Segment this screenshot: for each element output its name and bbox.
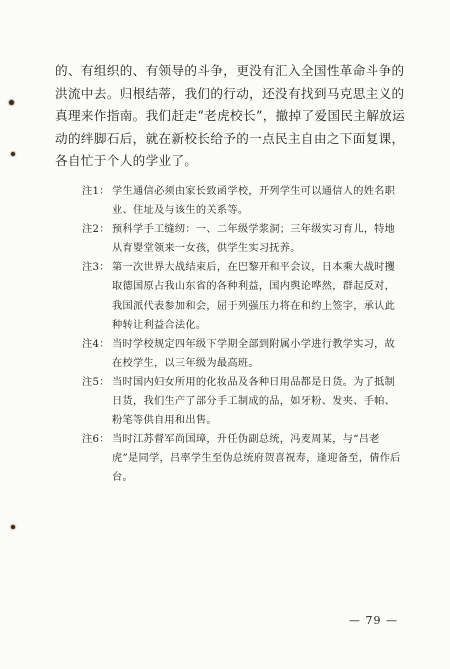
footnote-label: 注2： bbox=[82, 224, 110, 236]
footnote-label: 注4： bbox=[82, 338, 110, 350]
footnote-6 bbox=[82, 430, 402, 487]
footnote-2 bbox=[82, 220, 402, 258]
binding-hole-mark bbox=[11, 525, 15, 529]
footnote-label: 注1： bbox=[82, 186, 110, 197]
footnote-text: 当时国内妇女所用的化妆品及各种日用品都是日货。为了抵制日货，我们生产了部分手工制成的品，如牙粉、发夹、手帕、粉笔等供自用和出售。 bbox=[112, 376, 396, 427]
footnote-text: 当时江苏督军尚国璋，升任伪副总统，冯麦周某，与“吕老虎”是同学，吕率学生至伪总统府贺喜祝寿，逢迎备至，倩作后台。 bbox=[112, 434, 401, 484]
footnote-text: 学生通信必须由家长致函学校，开列学生可以通信人的姓名职业、住址及与该生的关系等。 bbox=[112, 186, 396, 217]
footnote-4 bbox=[82, 335, 402, 373]
footnote-label: 注6： bbox=[82, 434, 110, 446]
footnote-text: 预科学手工缝纫：一、二年级学浆洞；三年级实习育儿，特地从育婴堂领来一女孩，供学生实习抚养。 bbox=[112, 224, 396, 255]
footnote-5 bbox=[82, 373, 402, 430]
footnote-text: 当时学校规定四年级下学期全部到附属小学进行教学实习，故在校学生，以三年级为最高班。 bbox=[112, 338, 396, 369]
page-number: — 79 — bbox=[349, 614, 398, 627]
footnote-text: 第一次世界大战结束后，在巴黎开和平会议，日本乘大战时攫取德国原占我山东省的各种利益，国内舆论哗然，群起反对，我国派代表参加和会，屈于列强压力将在和约上签字，承认此种转让利益合法化。 bbox=[112, 262, 396, 331]
body-paragraph: 的、有组织的、有领导的斗争，更没有汇入全国性革命斗争的洪流中去。归根结蒂，我们的行动，还没有找到马克思主义的真理来作指南。我们赶走“老虎校长”，撤掉了爱国民主解放运动的绊脚石后，就在新校长给予的一点民主自由之下面复课，各自忙于个人的学业了。 bbox=[55, 63, 406, 169]
body-text bbox=[55, 60, 415, 173]
footnote-label: 注5： bbox=[82, 376, 110, 388]
footnotes bbox=[82, 182, 402, 488]
binding-hole-mark bbox=[11, 152, 15, 156]
binding-hole-mark bbox=[9, 100, 14, 105]
footnote-3 bbox=[82, 258, 402, 334]
footnote-label: 注3： bbox=[82, 262, 110, 274]
footnote-1 bbox=[82, 182, 402, 220]
